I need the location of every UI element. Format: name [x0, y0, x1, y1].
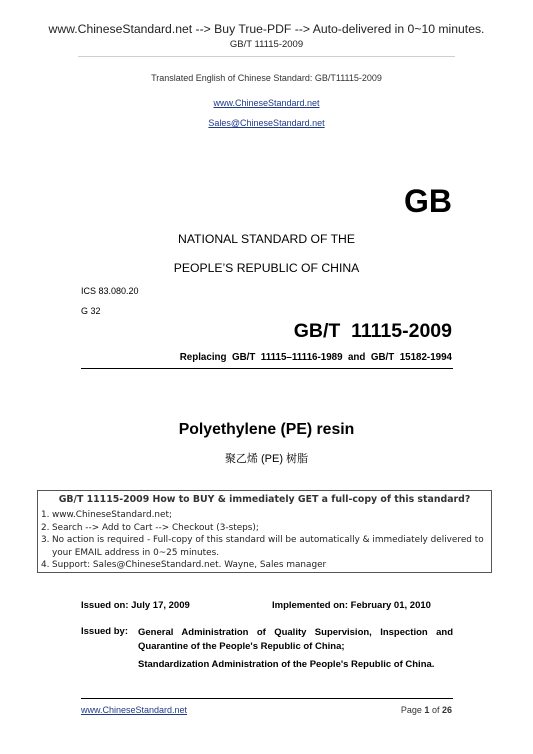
step-text: Support: Sales@ChineseStandard.net. Wayne, Sales manager [52, 560, 327, 570]
national-standard-line1: NATIONAL STANDARD OF THE [178, 232, 355, 246]
title-divider [81, 368, 453, 369]
buy-step-1 [41, 510, 172, 520]
page-number [401, 705, 452, 715]
page-prefix: Page [400, 705, 422, 715]
national-standard-line2: PEOPLE’S REPUBLIC OF CHINA [173, 261, 360, 275]
buy-box-title: GB/T 11115-2009 How to BUY & immediately GET a full-copy of this standard? [58, 494, 471, 505]
top-banner: www.ChineseStandard.net --> Buy True-PDF --> Auto-delivered in 0~10 minutes. [48, 22, 485, 36]
step-text: No action is required - Full-copy of this standard will be automatically & immediately delivered to [52, 535, 484, 545]
step-text[interactable]: www.ChineseStandard.net; [52, 510, 172, 520]
website-link[interactable]: www.ChineseStandard.net [213, 98, 320, 108]
buy-step-3 [41, 535, 484, 545]
email-link-row [0, 113, 533, 131]
page-total: 26 [441, 705, 452, 715]
buy-step-2 [41, 523, 259, 533]
step-text: your EMAIL address in 0~25 minutes. [52, 547, 220, 558]
step-number: 4. [41, 560, 50, 570]
step-text: Search --> Add to Cart --> Checkout (3-steps); [52, 522, 259, 533]
step-number: 1. [41, 510, 50, 520]
issuing-organization-1: General Administration of Quality Supervision, Inspection and Quarantine of the People's Republic of China; [138, 627, 453, 652]
translation-note: Translated English of Chinese Standard: GB/T11115-2009 [151, 73, 382, 83]
issued-by-label: Issued by: [81, 626, 128, 637]
footer-website-link[interactable]: www.ChineseStandard.net [81, 705, 188, 715]
ics-code: ICS 83.080.20 [81, 286, 139, 296]
gb-mark: GB [404, 183, 452, 219]
implemented-date: Implemented on: February 01, 2010 [272, 600, 431, 611]
header-divider [78, 56, 455, 57]
buy-step-4 [41, 560, 326, 570]
issued-date: Issued on: July 17, 2009 [81, 600, 190, 611]
classification-code: G 32 [81, 306, 101, 316]
document-title: Polyethylene (PE) resin [178, 421, 355, 438]
step-number: 3. [41, 535, 50, 545]
page-of: of [431, 705, 440, 715]
header-standard-number: GB/T 11115-2009 [229, 39, 304, 50]
issuing-organization-2: Standardization Administration of the People's Republic of China. [138, 659, 435, 670]
document-title-chinese: 聚乙烯 (PE) 树脂 [224, 453, 309, 465]
website-link-row [0, 93, 533, 111]
page-current: 1 [424, 705, 430, 715]
buy-info-box [37, 490, 492, 573]
step-number: 2. [41, 522, 50, 533]
replacing-note: Replacing GB/T 11115–11116-1989 and GB/T 15182-1994 [179, 352, 452, 363]
footer-divider [81, 698, 453, 699]
buy-step-3-continued [41, 548, 219, 558]
standard-number: GB/T 11115-2009 [293, 320, 452, 342]
email-link[interactable]: Sales@ChineseStandard.net [208, 118, 325, 128]
